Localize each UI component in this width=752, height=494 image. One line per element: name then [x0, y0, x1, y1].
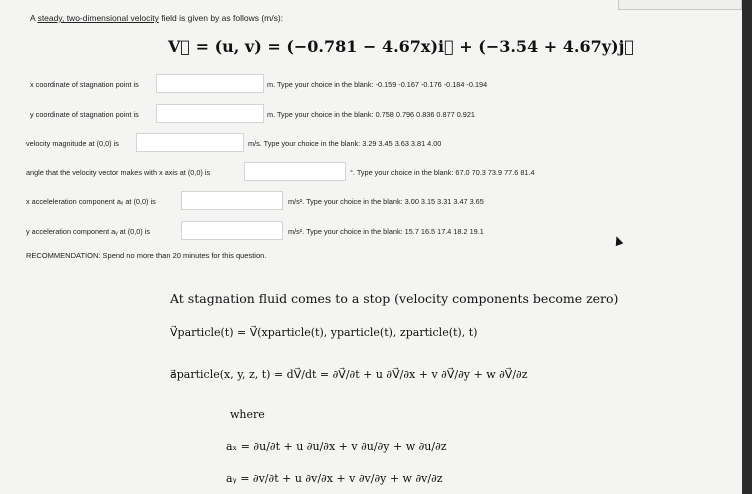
top-bar: [618, 0, 742, 10]
question-label: x acceleleration component aₓ at (0,0) is: [26, 197, 156, 206]
answer-input-angle[interactable]: [244, 162, 346, 181]
intro-text: A steady, two-dimensional velocity field is given by as follows (m/s):: [30, 13, 284, 23]
answer-hint: m/s². Type your choice in the blank: 15.7 16.5 17.4 18.2 19.1: [288, 227, 484, 236]
ay-equation: aᵧ = ∂v/∂t + u ∂v/∂x + v ∂v/∂y + w ∂v/∂z: [226, 472, 443, 485]
answer-input-y-stagnation[interactable]: [156, 104, 264, 123]
answer-hint: m. Type your choice in the blank: 0.758 0.796 0.836 0.877 0.921: [267, 110, 475, 119]
question-label: y coordinate of stagnation point is: [30, 110, 139, 119]
screen-edge: [742, 0, 752, 494]
answer-hint: m. Type your choice in the blank: -0.159 -0.167 -0.176 -0.184 -0.194: [267, 80, 488, 89]
answer-hint: m/s. Type your choice in the blank: 3.29 3.45 3.63 3.81 4.00: [248, 139, 442, 148]
particle-velocity-equation: V⃗particle(t) = V⃗(xparticle(t), yparticle(t), zparticle(t), t): [170, 326, 478, 339]
particle-acceleration-equation: a⃗particle(x, y, z, t) = dV⃗/dt = ∂V⃗/∂t + u ∂V⃗/∂x + v ∂V⃗/∂y + w ∂V⃗/∂z: [170, 368, 528, 381]
mouse-cursor-icon: [613, 235, 624, 246]
question-label: angle that the velocity vector makes with x axis at (0,0) is: [26, 168, 211, 177]
notes-title: At stagnation fluid comes to a stop (velocity components become zero): [170, 291, 619, 306]
answer-hint: °. Type your choice in the blank: 67.0 70.3 73.9 77.6 81.4: [350, 168, 535, 177]
question-label: y acceleration component aᵧ at (0,0) is: [26, 227, 151, 236]
answer-input-ay[interactable]: [181, 221, 283, 240]
velocity-field-equation: V⃗ = (u, v) = (−0.781 − 4.67x)i⃗ + (−3.54 + 4.67y)j⃗: [168, 37, 634, 56]
ax-equation: aₓ = ∂u/∂t + u ∂u/∂x + v ∂u/∂y + w ∂u/∂z: [226, 440, 447, 453]
question-label: velocity magnitude at (0,0) is: [26, 139, 119, 148]
answer-hint: m/s². Type your choice in the blank: 3.00 3.15 3.31 3.47 3.65: [288, 197, 484, 206]
answer-input-ax[interactable]: [181, 191, 283, 210]
where-label: where: [230, 408, 265, 421]
answer-input-velocity-magnitude[interactable]: [136, 133, 244, 152]
answer-input-x-stagnation[interactable]: [156, 74, 264, 93]
question-label: x coordinate of stagnation point is: [30, 80, 139, 89]
recommendation-text: RECOMMENDATION: Spend no more than 20 minutes for this question.: [26, 251, 267, 260]
